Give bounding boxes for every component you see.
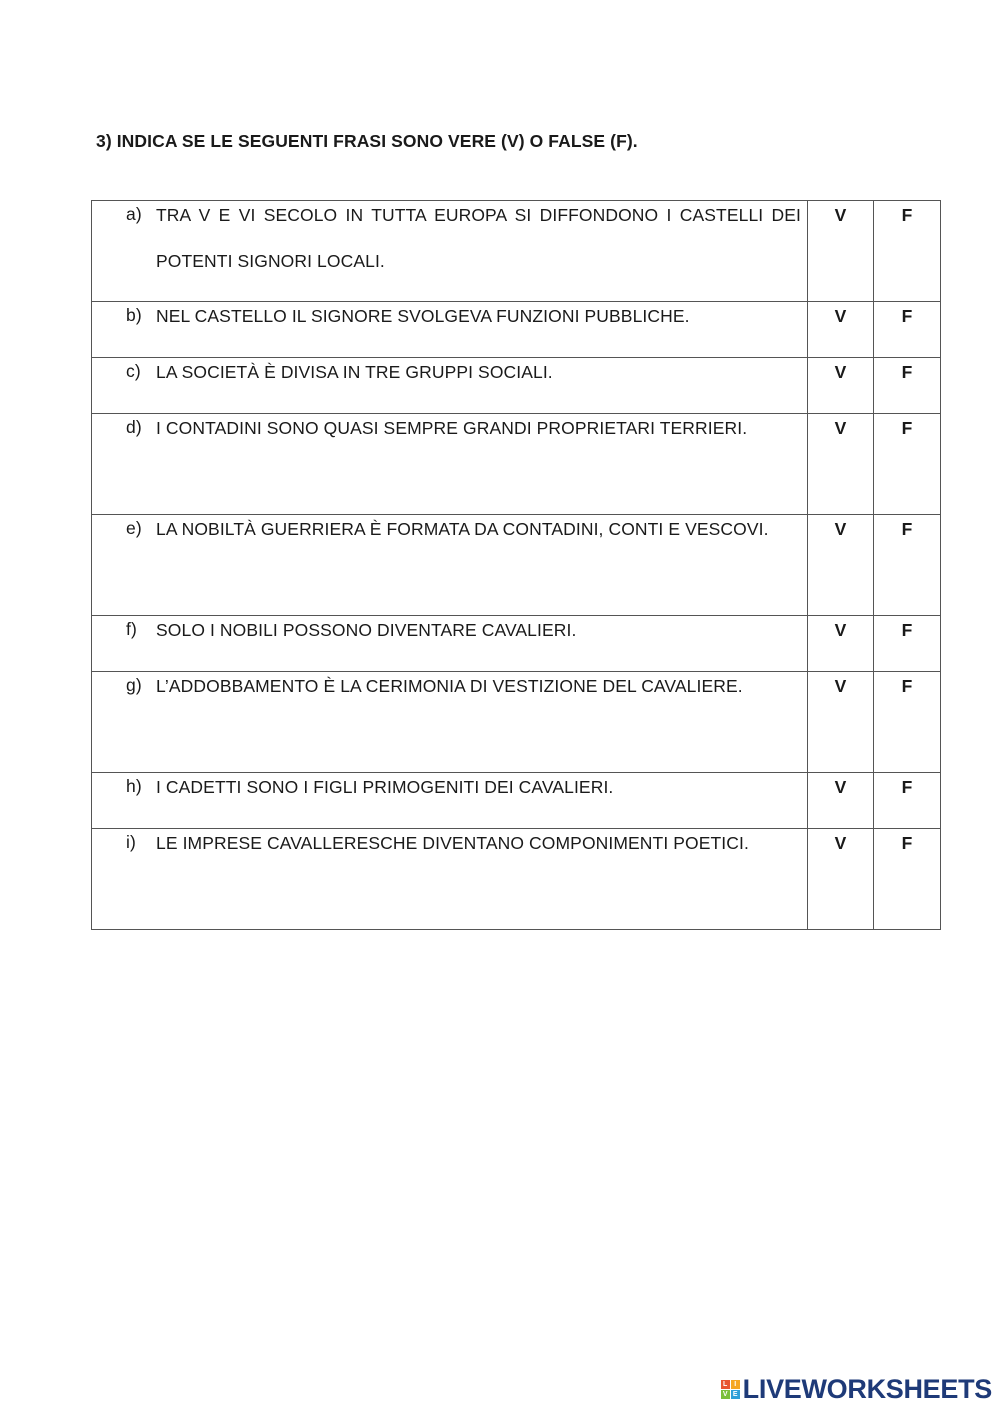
- statement-letter: h): [126, 776, 142, 796]
- statement-cell: [92, 414, 808, 515]
- statement-letter: a): [126, 204, 142, 224]
- true-option[interactable]: V: [834, 362, 847, 382]
- statement-text: I CONTADINI SONO QUASI SEMPRE GRANDI PROPRIETARI TERRIERI.: [156, 418, 748, 438]
- true-option[interactable]: V: [834, 833, 847, 853]
- false-option[interactable]: F: [901, 205, 913, 225]
- statement-cell: [92, 829, 808, 930]
- false-option[interactable]: F: [901, 306, 913, 326]
- false-option[interactable]: F: [901, 620, 913, 640]
- statement-letter: g): [126, 675, 142, 695]
- statement-cell: [92, 201, 808, 302]
- statement-letter: i): [126, 832, 136, 852]
- statement-text: LA NOBILTÀ GUERRIERA È FORMATA DA CONTADINI, CONTI E VESCOVI.: [156, 519, 769, 539]
- statement-row: [92, 829, 941, 930]
- false-option-cell[interactable]: [874, 515, 941, 616]
- worksheet-title: 3) INDICA SE LE SEGUENTI FRASI SONO VERE (V) O FALSE (F).: [96, 131, 638, 151]
- statement-letter: b): [126, 305, 142, 325]
- true-option[interactable]: V: [834, 306, 847, 326]
- statement-row: [92, 201, 941, 302]
- statement-letter: c): [126, 361, 141, 381]
- logo-icon-letter: E: [731, 1390, 740, 1399]
- true-option[interactable]: V: [834, 418, 847, 438]
- true-option-cell[interactable]: [808, 414, 874, 515]
- false-option-cell[interactable]: [874, 672, 941, 773]
- false-option[interactable]: F: [901, 418, 913, 438]
- logo-icon-letter: L: [721, 1380, 730, 1389]
- true-option-cell[interactable]: [808, 201, 874, 302]
- logo-icon-letter: I: [731, 1380, 740, 1389]
- statement-row: [92, 515, 941, 616]
- statement-text: L’ADDOBBAMENTO È LA CERIMONIA DI VESTIZIONE DEL CAVALIERE.: [156, 676, 743, 696]
- statement-letter: d): [126, 417, 142, 437]
- statement-cell: [92, 515, 808, 616]
- false-option-cell[interactable]: [874, 414, 941, 515]
- statement-row: [92, 672, 941, 773]
- statement-text: LA SOCIETÀ È DIVISA IN TRE GRUPPI SOCIALI.: [156, 362, 553, 382]
- logo-text: LIVEWORKSHEETS: [742, 1374, 992, 1404]
- statement-cell: [92, 672, 808, 773]
- true-option-cell[interactable]: [808, 672, 874, 773]
- false-option[interactable]: F: [901, 833, 913, 853]
- statement-text: SOLO I NOBILI POSSONO DIVENTARE CAVALIERI.: [156, 620, 577, 640]
- true-option[interactable]: V: [834, 205, 847, 225]
- true-option-cell[interactable]: [808, 829, 874, 930]
- statement-text: NEL CASTELLO IL SIGNORE SVOLGEVA FUNZIONI PUBBLICHE.: [156, 306, 690, 326]
- false-option[interactable]: F: [901, 362, 913, 382]
- true-option[interactable]: V: [834, 777, 847, 797]
- statement-letter: f): [126, 619, 137, 639]
- statement-text: I CADETTI SONO I FIGLI PRIMOGENITI DEI CAVALIERI.: [156, 777, 614, 797]
- logo-icon-letter: V: [721, 1390, 730, 1399]
- true-option[interactable]: V: [834, 519, 847, 539]
- false-option-cell[interactable]: [874, 829, 941, 930]
- false-option[interactable]: F: [901, 777, 913, 797]
- liveworksheets-logo: [721, 1374, 992, 1405]
- statement-letter: e): [126, 518, 142, 538]
- true-option-cell[interactable]: [808, 515, 874, 616]
- liveworksheets-logo-icon: [721, 1380, 740, 1399]
- statement-row: [92, 414, 941, 515]
- false-option[interactable]: F: [901, 519, 913, 539]
- true-false-table: [91, 200, 941, 930]
- false-option[interactable]: F: [901, 676, 913, 696]
- statement-text: TRA V E VI SECOLO IN TUTTA EUROPA SI DIFFONDONO I CASTELLI DEI POTENTI SIGNORI LOCALI.: [156, 205, 801, 271]
- true-option[interactable]: V: [834, 620, 847, 640]
- statement-text: LE IMPRESE CAVALLERESCHE DIVENTANO COMPONIMENTI POETICI.: [156, 833, 749, 853]
- false-option-cell[interactable]: [874, 201, 941, 302]
- true-option[interactable]: V: [834, 676, 847, 696]
